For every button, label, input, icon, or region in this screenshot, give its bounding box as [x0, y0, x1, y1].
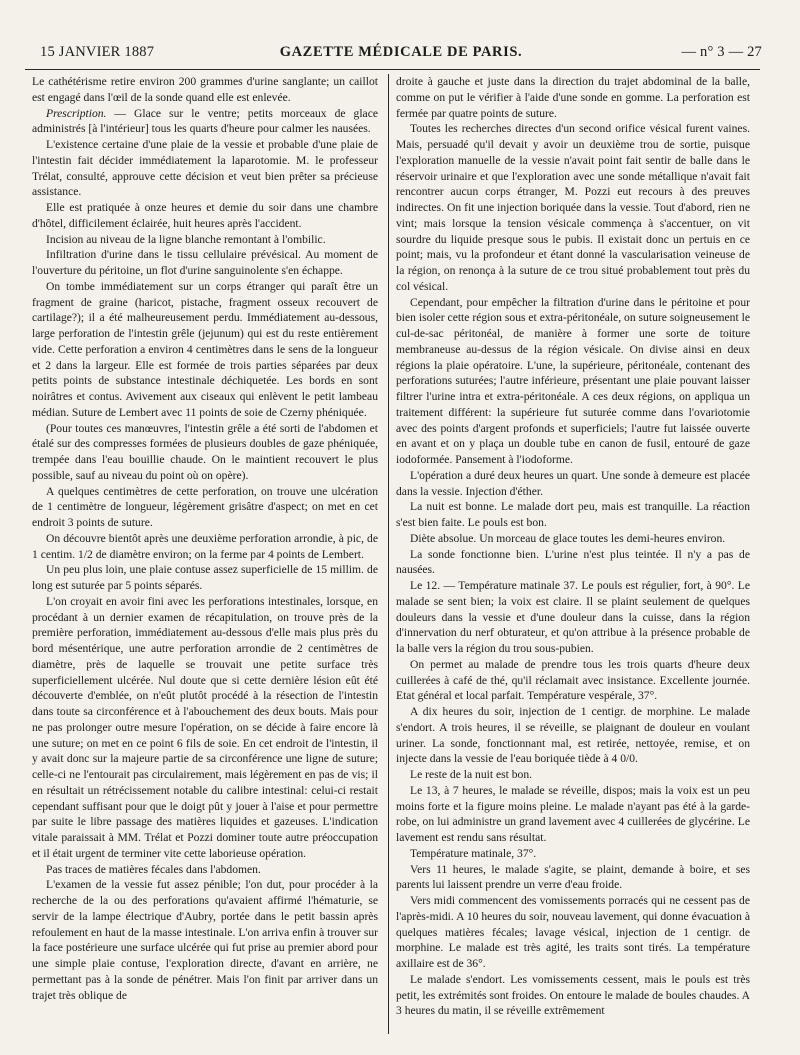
- header-rule: [25, 69, 760, 70]
- paragraph: Le malade s'endort. Les vomissements cessent, mais le pouls est très petit, les extrémités sont froides. On entoure le malade de boules chaudes. A 3 heures du matin, il se réveille extrêmement: [396, 972, 750, 1018]
- issue-date: 15 JANVIER 1887: [40, 44, 155, 60]
- paragraph: A quelques centimètres de cette perforation, on trouve une ulcération de 1 centimètre de longueur, légèrement grisâtre d'aspect; on met en cet endroit 3 points de suture.: [32, 484, 378, 529]
- paragraph: Pas traces de matières fécales dans l'abdomen.: [46, 862, 261, 876]
- right-column: [396, 74, 750, 1019]
- paragraph: La nuit est bonne. Le malade dort peu, mais est tranquille. La réaction s'est bien faite. Le pouls est bon.: [396, 500, 750, 529]
- paragraph: L'opération a duré deux heures un quart. Une sonde à demeure est placée dans la vessie. Injection d'éther.: [396, 468, 750, 498]
- issue-page-number: — n° 3 — 27: [681, 44, 762, 60]
- paragraph: Incision au niveau de la ligne blanche remontant à l'ombilic.: [46, 232, 326, 246]
- paragraph: (Pour toutes ces manœuvres, l'intestin grêle a été sorti de l'abdomen et étalé sur des compresses formées de plusieurs doubles de gaze phéniquée, trempée dans l'eau bouillie chaude. On le maintient recouvert le plus possible, sauf au niveau du point où on opère).: [32, 421, 378, 482]
- paragraph: Infiltration d'urine dans le tissu cellulaire prévésical. Au moment de l'ouverture du péritoine, un flot d'urine sanguinolente s'en échappe.: [32, 248, 378, 277]
- paragraph: On découvre bientôt après une deuxième perforation arrondie, à pic, de 1 centim. 1/2 de diamètre environ; on la ferme par 4 points de Lembert.: [32, 531, 378, 561]
- paragraph: Vers midi commencent des vomissements porracés qui ne cessent pas de l'après-midi. A 10 heures du soir, nouveau lavement, qui donne évacuation à quelques matières fécales; lavage vésical, injection de 1 centigr. de morphine. Le malade est très agité, les traits sont tirés. La température axillaire est de 36°.: [396, 894, 750, 970]
- paragraph: La sonde fonctionne bien. L'urine n'est plus teintée. Il n'y a pas de nausées.: [396, 547, 750, 577]
- paragraph: Elle est pratiquée à onze heures et demie du soir dans une chambre d'hôtel, difficilement éclairée, huit heures après l'accident.: [32, 201, 378, 230]
- paragraph: On permet au malade de prendre tous les trois quarts d'heure deux cuillerées à café de thé, qu'il réclamait avec insistance. Excellente journée. Etat général et local parfait. Température vespérale, 37°.: [396, 657, 750, 703]
- paragraph: On tombe immédiatement sur un corps étranger qui paraît être un fragment de graine (haricot, pistache, fragment osseux recouvert de cartilage?); il a été malheureusement perdu. Immédiatement au-dessous, large perforation de l'intestin grêle (jejunum) qui est du reste entièrement vide. Cette perforation a environ 4 centimètres dans le sens de la longueur et 2 dans la largeur. Elle est formée de trois parties séparées par deux petits points de substance intestinale déchiquetée. Les bords en sont noirâtres et contus. Avivement aux ciseaux qui enlèvent le petit lambeau médian. Suture de Lembert avec 11 points de soie de Czerny phéniquée.: [32, 279, 378, 419]
- paragraph: L'existence certaine d'une plaie de la vessie et probable d'une plaie de l'intestin fait décider immédiatement la laparotomie. M. le professeur Trélat, consulté, approuve cette décision et veut bien prêter sa précieuse assistance.: [32, 138, 378, 199]
- paragraph: droite à gauche et juste dans la direction du trajet abdominal de la balle, comme on put le vérifier à l'aide d'une sonde en gomme. La perforation est fermée par quatre points de suture.: [396, 75, 750, 120]
- paragraph: Le reste de la nuit est bon.: [410, 768, 533, 781]
- paragraph: Vers 11 heures, le malade s'agite, se plaint, demande à boire, et ses parents lui laissent prendre un verre d'eau froide.: [396, 862, 750, 892]
- paragraph: Cependant, pour empêcher la filtration d'urine dans le péritoine et pour bien isoler cette région sous et extra-péritonéale, on suture soigneusement le cul-de-sac péritonéal, de manière à former une sorte de toiture membraneuse au-dessus de la région vésicale. On divise ainsi en deux régions la plaie opératoire. L'une, la supérieure, péritonéale, contenant des perforations suturées; l'autre inférieure, présentant une plaie pouvant laisser filtrer l'urine intra et extra-péritonéale. A ces deux régions, on appliqua un traitement différent: la supérieure fut suturée comme dans l'ovariotomie avec des points d'argent profonds et superficiels; l'autre fut laissée ouverte en avant et on y plaça un double tube en canon de fusil, entouré de gaze iodoformée. Pansement à l'iodoforme.: [396, 295, 750, 466]
- paragraph: Le 13, à 7 heures, le malade se réveille, dispos; mais la voix est un peu moins forte et la figure moins pleine. Le malade n'ayant pas été à la garde-robe, on lui administre un grand lavement avec 4 cuillerées de glycérine. Le lavement est rendu sans résultat.: [396, 783, 750, 844]
- journal-title: GAZETTE MÉDICALE DE PARIS.: [279, 44, 523, 60]
- paragraph: Le cathétérisme retire environ 200 grammes d'urine sanglante; un caillot est engagé dans l'œil de la sonde quand elle est enlevée.: [32, 75, 378, 104]
- paragraph: Température matinale, 37°.: [410, 846, 537, 860]
- paragraph: L'examen de la vessie fut assez pénible; l'on dut, pour procéder à la recherche de la ou des perforations qu'avaient affirmé l'hématurie, se servir de la lampe électrique d'Aubry, portée dans le petit bassin après refoulement en haut de la masse intestinale. L'on arriva enfin à trouver sur la face postérieure une surface ulcérée qui fut prise au premier abord pour une simple plaie contuse, l'exploration directe, d'avant en arrière, ne permettant pas à la sonde de pénétrer. Mais l'on finit par arriver dans un trajet très oblique de: [32, 878, 378, 1002]
- paragraph-text: — Glace sur le ventre; petits morceaux de glace administrés [à l'intérieur] tous les quarts d'heure pour calmer les nausées.: [32, 106, 378, 136]
- paragraph: Diète absolue. Un morceau de glace toutes les demi-heures environ.: [410, 531, 726, 545]
- left-column: [32, 74, 378, 1003]
- paragraph: Un peu plus loin, une plaie contuse assez superficielle de 15 millim. de long est suturée par 5 points séparés.: [32, 563, 378, 592]
- paragraph: L'on croyait en avoir fini avec les perforations intestinales, lorsque, en procédant à un dernier examen de récapitulation, on trouve près de la première perforation, immédiatement au-dessous d'elle mais plus près du bord mésentérique, une autre perforation arrondie de 2 centimètres de diamètre, près de laquelle se trouvait une petite surface très superficiellement ulcérée. Nul doute que si cette dernière lésion eût été découverte d'emblée, on n'eût plutôt procédé à la résection de l'intestin dans toute sa circonférence et à l'abouchement des deux bouts. Mais pour ne pas prolonger outre mesure l'opération, on se décide à faire encore là une suture; on met en ce point 6 fils de soie. En cet endroit de l'intestin, il y avait donc sur la majeure partie de sa circonférence une ligne de suture; celle-ci ne l'entourait pas circulairement, mais légèrement en pas de vis; il en résultait un rétrécissement notable du calibre intestinal: celui-ci restait cependant suffisant pour que le doigt pût y jouer à l'aise et pour permettre par suite le libre passage des matières liquides et gazeuses. L'indication vitale paraissait à MM. Trélat et Pozzi dominer toute autre préoccupation et il était urgent de terminer vite cette laborieuse opération.: [32, 594, 378, 860]
- paragraph: Le 12. — Température matinale 37. Le pouls est régulier, fort, à 90°. Le malade se sent bien; la voix est claire. Il se plaint seulement de quelques douleurs dans la vessie et d'une douleur dans la cuisse, dans la région d'innervation du nerf obturateur, et qu'on attribue à la présence probable de la balle vers la région du trou sous-pubien.: [396, 579, 750, 655]
- page-header: [40, 44, 762, 66]
- paragraph: Toutes les recherches directes d'un second orifice vésical furent vaines. Mais, persuadé qu'il devait y avoir un deuxième trou de sortie, puisque l'exploration manuelle de la vessie n'avait point fait sentir de balle dans le réservoir urinaire et que l'exploration avec une sonde métallique n'avait fait rencontrer aucun corps étranger, M. Pozzi eut recours à des preuves indirectes. On fit une injection boriquée dans la vessie. Tout d'abord, rien ne vint; mais lorsque la tension vésicale commença à s'accentuer, on vit sourdre du liquide presque sous le pubis. Il existait donc un pertuis en ce point; mais, vu la profondeur et étant donné la vascularisation veineuse de la région, on renonça à la suture de ce trou situé probablement tout près du col vésical.: [396, 122, 750, 293]
- paragraph-lead: Prescription.: [46, 106, 107, 120]
- paragraph: [32, 106, 378, 138]
- column-divider: [388, 74, 389, 1034]
- paragraph: A dix heures du soir, injection de 1 centigr. de morphine. Le malade s'endort. A trois heures, il se réveille, se plaignant de douleur en voulant uriner. La sonde, fonctionnant mal, est retirée, nettoyée, remise, et on injecte dans la vessie de l'eau boriquée tiède à 4 0/0.: [396, 705, 750, 766]
